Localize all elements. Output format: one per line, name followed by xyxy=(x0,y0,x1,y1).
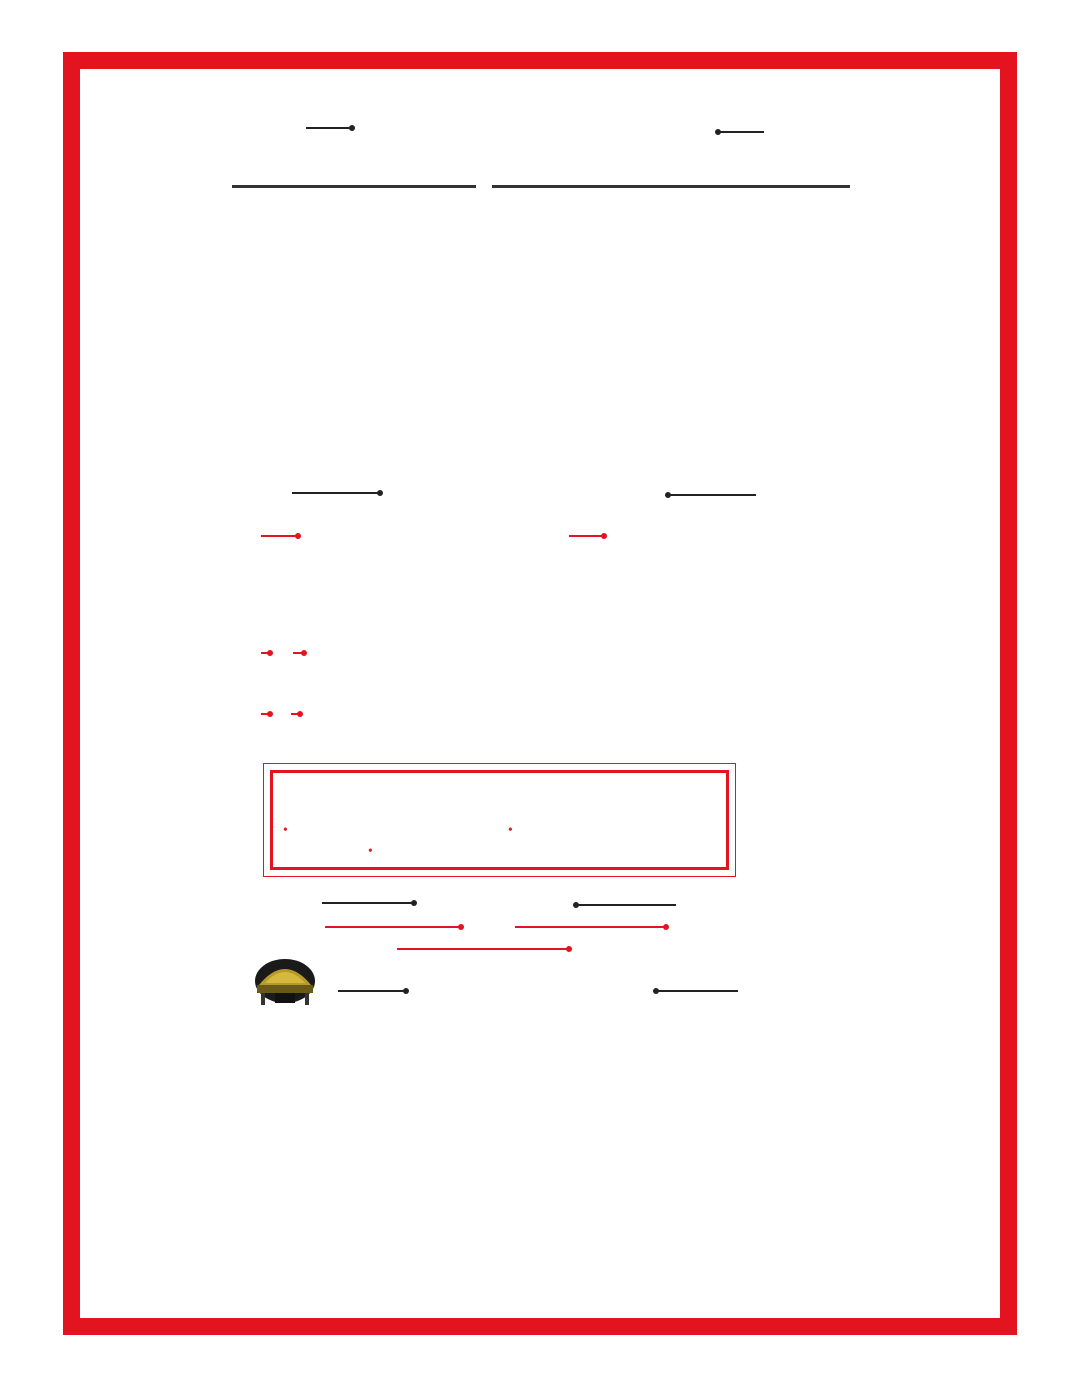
omelette-item: • xyxy=(368,843,373,858)
grill-underline xyxy=(232,185,476,188)
title-ornament-left xyxy=(292,492,380,494)
price-leader xyxy=(569,535,605,537)
menu-frame xyxy=(63,52,1017,1335)
casserole-item xyxy=(511,918,672,936)
price-leader xyxy=(293,652,305,654)
price-leader xyxy=(261,713,271,715)
price-leader xyxy=(261,652,271,654)
salad-caesar xyxy=(257,631,309,664)
title-ornament-right xyxy=(576,904,676,906)
title-ornament-right xyxy=(656,990,738,992)
title-ornament-right xyxy=(668,494,756,496)
salad-especial xyxy=(257,692,305,725)
salad-para-armar xyxy=(257,514,303,547)
salad-la-colorada xyxy=(565,514,609,547)
price-leader xyxy=(291,713,301,715)
omelette-item: • xyxy=(508,822,513,837)
casserole-item xyxy=(393,940,575,958)
title-ornament-right xyxy=(718,131,764,133)
title-ornament-left xyxy=(338,990,406,992)
price-leader xyxy=(261,535,299,537)
clay-oven-icon xyxy=(253,955,317,1007)
title-ornament-left xyxy=(306,127,352,129)
casserole-item xyxy=(321,918,467,936)
title-ornament-left xyxy=(322,902,414,904)
omelettes-box xyxy=(263,763,736,877)
specials-underline xyxy=(492,185,850,188)
omelette-item: • xyxy=(283,822,288,837)
